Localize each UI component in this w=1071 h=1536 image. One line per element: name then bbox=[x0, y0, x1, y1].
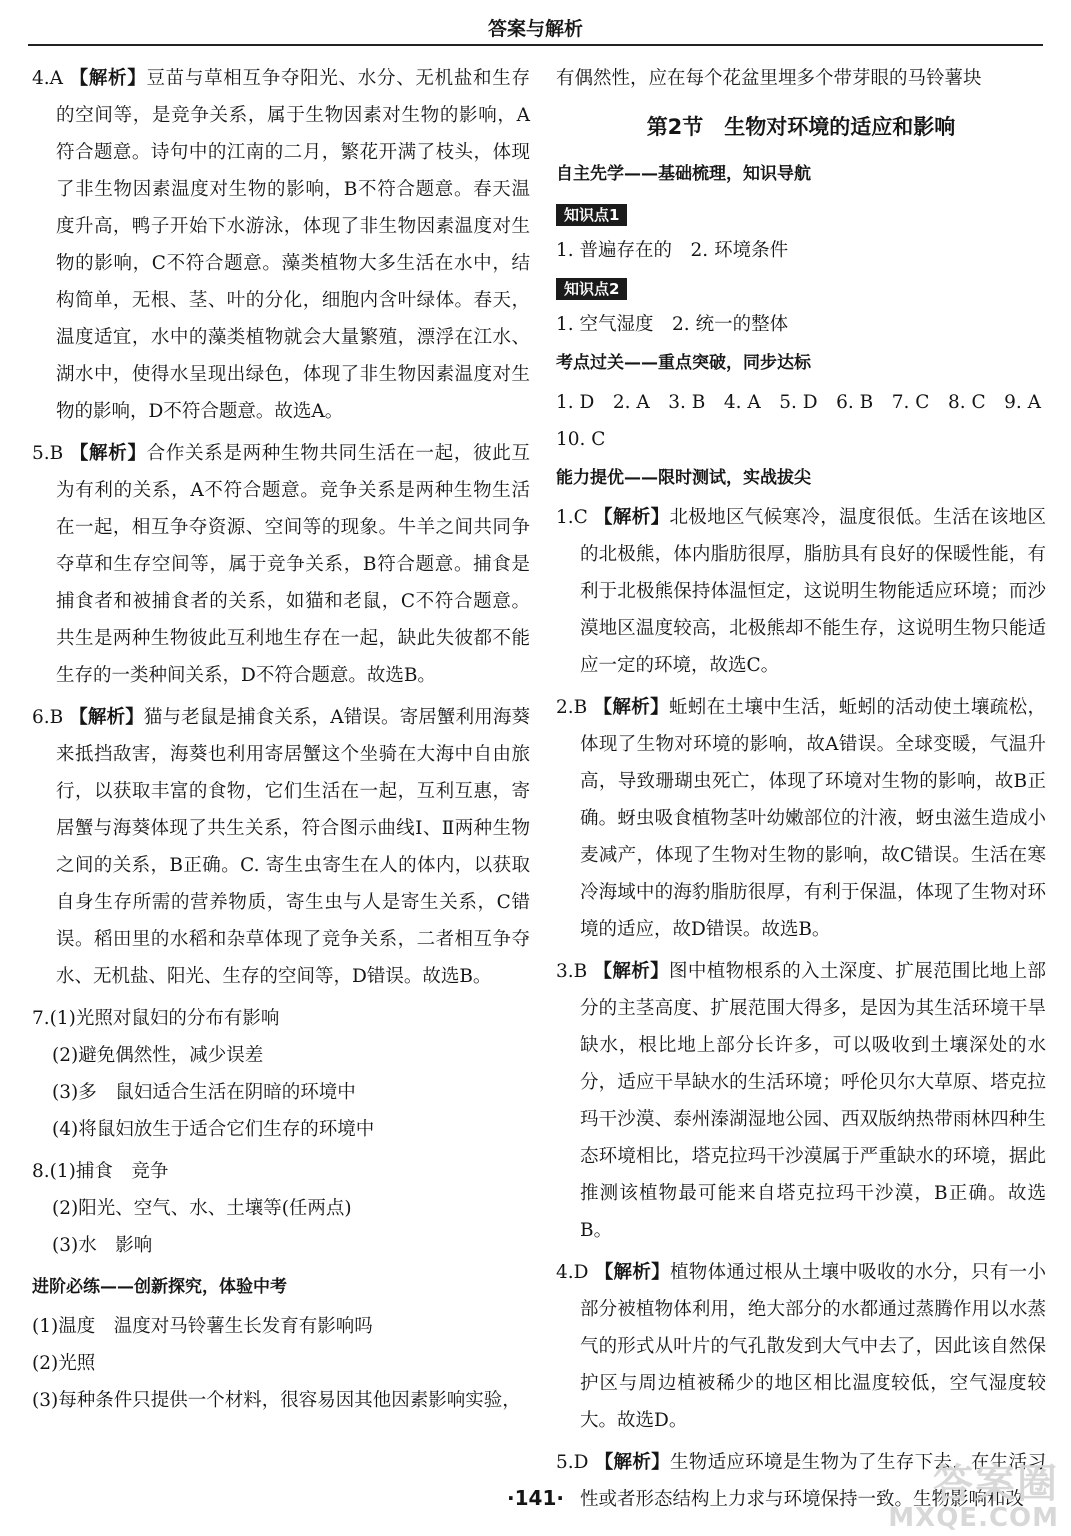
advanced-answer: (2)光照 bbox=[32, 1353, 96, 1374]
analysis-text: 猫与老鼠是捕食关系，A错误。寄居蟹利用海葵来抵挡敌害，海葵也利用寄居蟹这个坐骑在大海中自由旅行，以获取丰富的食物，它们生活在一起，互利互惠，寄居蟹与海葵体现了共生关系，符合图示曲线Ⅰ、Ⅱ两种生物之间的关系，B正确。C. 寄生虫寄生在人的体内，以获取自身生存所需的营养物质，寄生虫与人是寄生关系，C错误。稻田里的水稻和杂草体现了竞争关系，二者相互争夺水、无机盐、阳光、生存的空间等，D错误。故选B。 bbox=[56, 707, 530, 987]
item-answer: C bbox=[573, 507, 588, 528]
sub-answer: (1)光照对鼠妇的分布有影响 bbox=[49, 1008, 280, 1029]
sub-answer: (4)将鼠妇放生于适合它们生存的环境中 bbox=[52, 1119, 375, 1140]
item-answer: B bbox=[573, 961, 588, 982]
ability-item-2 bbox=[556, 689, 1046, 948]
watermark-domain: MXQE.COM bbox=[888, 1502, 1059, 1533]
knowledge-point-badge-2: 知识点2 bbox=[556, 278, 627, 300]
answer-item-5 bbox=[32, 435, 530, 694]
analysis-tag: 【解析】 bbox=[594, 1262, 670, 1283]
sub-answer: (3)水 影响 bbox=[52, 1235, 153, 1256]
item-answer: B bbox=[49, 707, 64, 728]
analysis-text: 豆苗与草相互争夺阳光、水分、无机盐和生存的空间等，是竞争关系，属于生物因素对生物的影响，A符合题意。诗句中的江南的二月，繁花开满了枝头，体现了非生物因素温度对生物的影响，B不符合题意。春天温度升高，鸭子开始下水游泳，体现了非生物因素温度对生物的影响，C不符合题意。藻类植物大多生活在水中，结构简单，无根、茎、叶的分化，细胞内含叶绿体。春天，温度适宜，水中的藻类植物就会大量繁殖，漂浮在江水、湖水中，使得水呈现出绿色，体现了非生物因素温度对生物的影响，D不符合题意。故选A。 bbox=[56, 68, 530, 422]
answer-item-7 bbox=[32, 1000, 530, 1148]
advanced-heading: 进阶必练——创新探究，体验中考 bbox=[32, 1277, 287, 1297]
item-number: 8. bbox=[32, 1161, 50, 1182]
self-study-heading: 自主先学——基础梳理，知识导航 bbox=[556, 164, 811, 184]
sub-answer: (3)多 鼠妇适合生活在阴暗的环境中 bbox=[52, 1082, 356, 1103]
analysis-text: 植物体通过根从土壤中吸收的水分，只有一小部分被植物体利用，绝大部分的水都通过蒸腾作用以水蒸气的形式从叶片的气孔散发到大气中去了，因此该自然保护区与周边植被稀少的地区相比温度较低，空气湿度较大。故选D。 bbox=[580, 1262, 1046, 1431]
item-number: 5. bbox=[556, 1452, 574, 1473]
item-number: 6. bbox=[32, 707, 50, 728]
analysis-text: 图中植物根系的入土深度、扩展范围比地上部分的主茎高度、扩展范围大得多，是因为其生活环境干旱缺水，根比地上部分长许多，可以吸收到土壤深处的水分，适应干旱缺水的生活环境；呼伦贝尔大草原、塔克拉玛干沙漠、泰州溱湖湿地公园、西双版纳热带雨林四种生态环境相比，塔克拉玛干沙漠属于严重缺水的环境，据此推测该植物最可能来自塔克拉玛干沙漠，B正确。故选B。 bbox=[580, 961, 1046, 1241]
page-number: ·141· bbox=[507, 1486, 564, 1510]
analysis-tag: 【解析】 bbox=[593, 961, 669, 982]
item-number: 3. bbox=[556, 961, 574, 982]
quick-answers: 1. D 2. A 3. B 4. A 5. D 6. B 7. C 8. C 9. A bbox=[556, 392, 1042, 413]
item-answer: A bbox=[49, 68, 64, 89]
knowledge-point-badge-1: 知识点1 bbox=[556, 204, 627, 226]
ability-heading: 能力提优——限时测试，实战拔尖 bbox=[556, 468, 811, 488]
answer-item-4 bbox=[32, 60, 530, 430]
site-watermark bbox=[888, 1460, 1059, 1533]
knowledge-point-answer-1: 1. 普遍存在的 2. 环境条件 bbox=[556, 240, 789, 261]
sub-answer: (2)避免偶然性，减少误差 bbox=[52, 1045, 264, 1066]
exam-heading: 考点过关——重点突破，同步达标 bbox=[556, 353, 811, 373]
sub-answer: (2)阳光、空气、水、土壤等(任两点) bbox=[52, 1198, 352, 1219]
item-answer: B bbox=[573, 697, 588, 718]
left-column bbox=[32, 60, 530, 1419]
analysis-tag: 【解析】 bbox=[594, 1452, 670, 1473]
sub-answer: (1)捕食 竞争 bbox=[49, 1161, 169, 1182]
answer-item-8 bbox=[32, 1153, 530, 1264]
analysis-tag: 【解析】 bbox=[593, 697, 669, 718]
ability-item-3 bbox=[556, 953, 1046, 1249]
item-answer: D bbox=[573, 1262, 589, 1283]
answer-item-6 bbox=[32, 699, 530, 995]
header-title: 答案与解析 bbox=[487, 18, 583, 40]
analysis-tag: 【解析】 bbox=[594, 507, 670, 528]
section-title: 第2节 生物对环境的适应和影响 bbox=[646, 115, 956, 139]
ability-item-4 bbox=[556, 1254, 1046, 1439]
continued-text: 有偶然性，应在每个花盆里埋多个带芽眼的马铃薯块 bbox=[556, 68, 982, 89]
analysis-tag: 【解析】 bbox=[69, 68, 147, 89]
item-number: 2. bbox=[556, 697, 574, 718]
knowledge-point-answer-2: 1. 空气湿度 2. 统一的整体 bbox=[556, 314, 789, 335]
right-column bbox=[556, 60, 1046, 1523]
item-number: 7. bbox=[32, 1008, 50, 1029]
analysis-text: 蚯蚓在土壤中生活，蚯蚓的活动使土壤疏松，体现了生物对环境的影响，故A错误。全球变暖，气温升高，导致珊瑚虫死亡，体现了环境对生物的影响，故B正确。蚜虫吸食植物茎叶幼嫩部位的汁液，蚜虫滋生造成小麦减产，体现了生物对生物的影响，故C错误。生活在寒冷海域中的海豹脂肪很厚，有利于保温，体现了生物对环境的适应，故D错误。故选B。 bbox=[580, 697, 1046, 940]
advanced-answer: (3)每种条件只提供一个材料，很容易因其他因素影响实验， bbox=[32, 1390, 521, 1411]
analysis-tag: 【解析】 bbox=[69, 443, 147, 464]
running-header bbox=[28, 14, 1043, 46]
quick-answers: 10. C bbox=[556, 429, 606, 450]
item-number: 4. bbox=[556, 1262, 574, 1283]
analysis-text: 合作关系是两种生物共同生活在一起，彼此互为有利的关系，A不符合题意。竞争关系是两种生物生活在一起，相互争夺资源、空间等的现象。牛羊之间共同争夺草和生存空间等，属于竞争关系，B符合题意。捕食是捕食者和被捕食者的关系，如猫和老鼠，C不符合题意。共生是两种生物彼此互利地生存在一起，缺此失彼都不能生存的一类种间关系，D不符合题意。故选B。 bbox=[56, 443, 530, 686]
item-answer: D bbox=[573, 1452, 589, 1473]
item-number: 5. bbox=[32, 443, 50, 464]
item-number: 4. bbox=[32, 68, 50, 89]
analysis-tag: 【解析】 bbox=[69, 707, 144, 728]
analysis-text: 生物适应环境是生物为了生存下去，在生活习性或者形态结构上力求与环境保持一致。生物影响和改 bbox=[580, 1452, 1046, 1510]
item-answer: B bbox=[49, 443, 64, 464]
item-number: 1. bbox=[556, 507, 574, 528]
ability-item-1 bbox=[556, 499, 1046, 684]
watermark-logo-text: 答案圈 bbox=[933, 1460, 1059, 1507]
advanced-answer: (1)温度 温度对马铃薯生长发育有影响吗 bbox=[32, 1316, 373, 1337]
analysis-text: 北极地区气候寒冷，温度很低。生活在该地区的北极熊，体内脂肪很厚，脂肪具有良好的保暖性能，有利于北极熊保持体温恒定，这说明生物能适应环境；而沙漠地区温度较高，北极熊却不能生存，这说明生物只能适应一定的环境，故选C。 bbox=[580, 507, 1046, 676]
